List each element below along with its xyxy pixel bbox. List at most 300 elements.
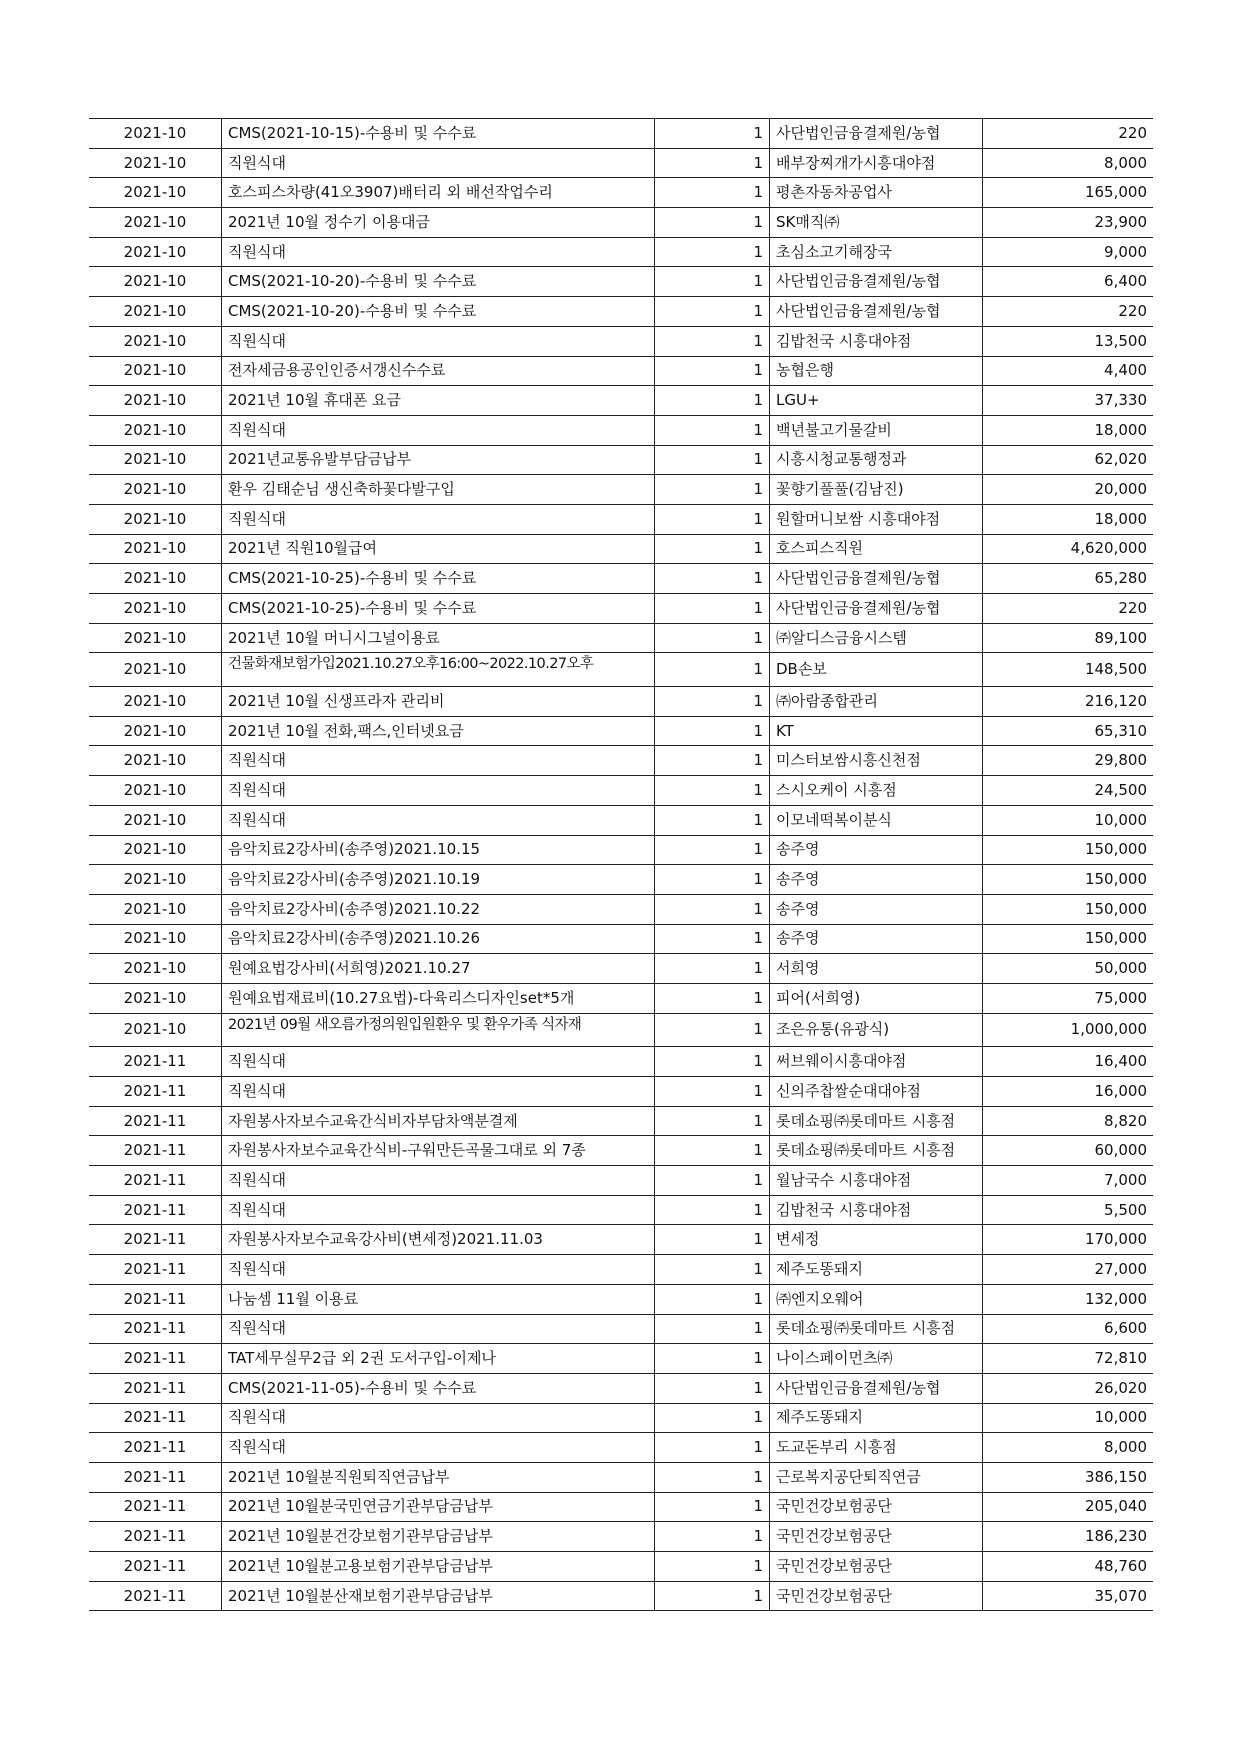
row-vendor: 변세정 <box>770 1225 983 1255</box>
row-quantity: 1 <box>655 1581 770 1611</box>
row-date: 2021-10 <box>89 746 222 776</box>
row-vendor: 원할머니보쌈 시흥대야점 <box>770 504 983 534</box>
table-row <box>89 1047 1153 1077</box>
row-description: 건물화재보험가입2021.10.27오후16:00~2022.10.27오후 <box>222 653 655 687</box>
row-amount: 29,800 <box>983 746 1154 776</box>
table-row <box>89 475 1153 505</box>
row-date: 2021-10 <box>89 1013 222 1047</box>
row-quantity: 1 <box>655 208 770 238</box>
row-description: 2021년 10월 머니시그널이용료 <box>222 623 655 653</box>
table-row <box>89 865 1153 895</box>
row-quantity: 1 <box>655 1136 770 1166</box>
row-description: 직원식대 <box>222 776 655 806</box>
row-vendor: 백년불고기물갈비 <box>770 415 983 445</box>
row-quantity: 1 <box>655 178 770 208</box>
row-description: 음악치료2강사비(송주영)2021.10.22 <box>222 894 655 924</box>
row-vendor: 서희영 <box>770 954 983 984</box>
row-vendor: 김밥천국 시흥대야점 <box>770 326 983 356</box>
row-quantity: 1 <box>655 1373 770 1403</box>
row-date: 2021-11 <box>89 1136 222 1166</box>
row-vendor: DB손보 <box>770 653 983 687</box>
row-description: 직원식대 <box>222 504 655 534</box>
row-amount: 65,280 <box>983 564 1154 594</box>
row-quantity: 1 <box>655 297 770 327</box>
row-amount: 148,500 <box>983 653 1154 687</box>
row-amount: 170,000 <box>983 1225 1154 1255</box>
row-date: 2021-10 <box>89 386 222 416</box>
row-amount: 4,620,000 <box>983 534 1154 564</box>
row-description: 직원식대 <box>222 805 655 835</box>
table-row <box>89 1284 1153 1314</box>
row-date: 2021-10 <box>89 623 222 653</box>
row-description: CMS(2021-10-25)-수용비 및 수수료 <box>222 564 655 594</box>
table-row <box>89 653 1153 687</box>
row-date: 2021-11 <box>89 1373 222 1403</box>
table-row <box>89 594 1153 624</box>
row-description: CMS(2021-10-15)-수용비 및 수수료 <box>222 119 655 149</box>
table-row <box>89 1314 1153 1344</box>
row-description: TAT세무실무2급 외 2권 도서구입-이제나 <box>222 1344 655 1374</box>
row-vendor: 호스피스직원 <box>770 534 983 564</box>
row-quantity: 1 <box>655 1166 770 1196</box>
row-quantity: 1 <box>655 954 770 984</box>
table-row <box>89 178 1153 208</box>
row-amount: 6,600 <box>983 1314 1154 1344</box>
table-row <box>89 208 1153 238</box>
row-description: 직원식대 <box>222 1255 655 1285</box>
row-vendor: 사단법인금융결제원/농협 <box>770 297 983 327</box>
row-vendor: 제주도똥돼지 <box>770 1403 983 1433</box>
row-description: 직원식대 <box>222 1047 655 1077</box>
ledger-body <box>89 119 1153 1611</box>
row-date: 2021-10 <box>89 924 222 954</box>
row-quantity: 1 <box>655 326 770 356</box>
row-amount: 1,000,000 <box>983 1013 1154 1047</box>
table-row <box>89 148 1153 178</box>
row-amount: 27,000 <box>983 1255 1154 1285</box>
row-vendor: 송주영 <box>770 924 983 954</box>
row-vendor: 배부장찌개가시흥대야점 <box>770 148 983 178</box>
table-row <box>89 1013 1153 1047</box>
table-row <box>89 1403 1153 1433</box>
row-date: 2021-11 <box>89 1344 222 1374</box>
row-date: 2021-10 <box>89 865 222 895</box>
row-amount: 8,000 <box>983 1433 1154 1463</box>
row-description: 환우 김태순님 생신축하꽃다발구입 <box>222 475 655 505</box>
row-vendor: 사단법인금융결제원/농협 <box>770 594 983 624</box>
table-row <box>89 716 1153 746</box>
row-quantity: 1 <box>655 1552 770 1582</box>
row-description: 직원식대 <box>222 1314 655 1344</box>
row-vendor: 송주영 <box>770 835 983 865</box>
row-quantity: 1 <box>655 1047 770 1077</box>
row-quantity: 1 <box>655 504 770 534</box>
row-quantity: 1 <box>655 386 770 416</box>
row-amount: 220 <box>983 119 1154 149</box>
row-vendor: ㈜엔지오웨어 <box>770 1284 983 1314</box>
row-amount: 72,810 <box>983 1344 1154 1374</box>
table-row <box>89 1195 1153 1225</box>
row-amount: 18,000 <box>983 415 1154 445</box>
table-row <box>89 1462 1153 1492</box>
row-date: 2021-10 <box>89 983 222 1013</box>
table-row <box>89 564 1153 594</box>
row-quantity: 1 <box>655 534 770 564</box>
row-vendor: 신의주찹쌀순대대야점 <box>770 1077 983 1107</box>
row-description: 직원식대 <box>222 1403 655 1433</box>
row-quantity: 1 <box>655 1522 770 1552</box>
row-description: CMS(2021-10-20)-수용비 및 수수료 <box>222 297 655 327</box>
row-date: 2021-10 <box>89 687 222 717</box>
row-quantity: 1 <box>655 805 770 835</box>
row-quantity: 1 <box>655 746 770 776</box>
row-quantity: 1 <box>655 119 770 149</box>
row-description: 2021년 10월 휴대폰 요금 <box>222 386 655 416</box>
row-description: 2021년 10월분고용보험기관부담금납부 <box>222 1552 655 1582</box>
row-quantity: 1 <box>655 445 770 475</box>
row-amount: 65,310 <box>983 716 1154 746</box>
row-amount: 10,000 <box>983 805 1154 835</box>
row-vendor: 꽃향기풀풀(김남진) <box>770 475 983 505</box>
row-vendor: 제주도똥돼지 <box>770 1255 983 1285</box>
row-description: 2021년 10월분산재보험기관부담금납부 <box>222 1581 655 1611</box>
row-description: 2021년 10월분직원퇴직연금납부 <box>222 1462 655 1492</box>
row-vendor: 농협은행 <box>770 356 983 386</box>
row-description: 2021년 10월 신생프라자 관리비 <box>222 687 655 717</box>
row-quantity: 1 <box>655 687 770 717</box>
row-vendor: 국민건강보험공단 <box>770 1581 983 1611</box>
row-amount: 8,820 <box>983 1106 1154 1136</box>
row-description: 자원봉사자보수교육간식비자부담차액분결제 <box>222 1106 655 1136</box>
row-description: 2021년 10월 정수기 이용대금 <box>222 208 655 238</box>
row-amount: 62,020 <box>983 445 1154 475</box>
row-quantity: 1 <box>655 1013 770 1047</box>
row-quantity: 1 <box>655 415 770 445</box>
row-amount: 48,760 <box>983 1552 1154 1582</box>
table-row <box>89 504 1153 534</box>
table-row <box>89 1225 1153 1255</box>
row-date: 2021-10 <box>89 534 222 564</box>
table-row <box>89 267 1153 297</box>
table-row <box>89 924 1153 954</box>
row-vendor: ㈜알디스금융시스템 <box>770 623 983 653</box>
row-date: 2021-10 <box>89 504 222 534</box>
row-description: 음악치료2강사비(송주영)2021.10.19 <box>222 865 655 895</box>
row-quantity: 1 <box>655 1344 770 1374</box>
row-date: 2021-11 <box>89 1166 222 1196</box>
row-description: 직원식대 <box>222 1077 655 1107</box>
row-vendor: 근로복지공단퇴직연금 <box>770 1462 983 1492</box>
row-quantity: 1 <box>655 564 770 594</box>
row-date: 2021-10 <box>89 475 222 505</box>
row-amount: 386,150 <box>983 1462 1154 1492</box>
row-description: 직원식대 <box>222 415 655 445</box>
table-row <box>89 1552 1153 1582</box>
row-amount: 60,000 <box>983 1136 1154 1166</box>
row-date: 2021-10 <box>89 148 222 178</box>
row-date: 2021-11 <box>89 1552 222 1582</box>
row-date: 2021-11 <box>89 1255 222 1285</box>
table-row <box>89 1373 1153 1403</box>
table-row <box>89 687 1153 717</box>
row-quantity: 1 <box>655 894 770 924</box>
table-row <box>89 534 1153 564</box>
row-quantity: 1 <box>655 356 770 386</box>
table-row <box>89 1581 1153 1611</box>
row-date: 2021-11 <box>89 1195 222 1225</box>
row-date: 2021-10 <box>89 805 222 835</box>
row-date: 2021-11 <box>89 1581 222 1611</box>
row-date: 2021-10 <box>89 954 222 984</box>
row-description: 직원식대 <box>222 1195 655 1225</box>
row-amount: 50,000 <box>983 954 1154 984</box>
table-row <box>89 835 1153 865</box>
row-description: 2021년 09월 새오름가정의원입원환우 및 환우가족 식자재 <box>222 1013 655 1047</box>
row-date: 2021-11 <box>89 1492 222 1522</box>
row-vendor: 월남국수 시흥대야점 <box>770 1166 983 1196</box>
row-amount: 13,500 <box>983 326 1154 356</box>
row-vendor: ㈜아람종합관리 <box>770 687 983 717</box>
row-vendor: SK매직㈜ <box>770 208 983 238</box>
row-amount: 150,000 <box>983 835 1154 865</box>
table-row <box>89 1106 1153 1136</box>
row-date: 2021-10 <box>89 119 222 149</box>
table-row <box>89 1136 1153 1166</box>
row-description: 직원식대 <box>222 326 655 356</box>
row-vendor: LGU+ <box>770 386 983 416</box>
table-row <box>89 954 1153 984</box>
row-date: 2021-10 <box>89 208 222 238</box>
row-vendor: 평촌자동차공업사 <box>770 178 983 208</box>
row-vendor: 미스터보쌈시흥신천점 <box>770 746 983 776</box>
row-amount: 132,000 <box>983 1284 1154 1314</box>
row-date: 2021-10 <box>89 356 222 386</box>
row-description: 음악치료2강사비(송주영)2021.10.26 <box>222 924 655 954</box>
row-amount: 5,500 <box>983 1195 1154 1225</box>
row-quantity: 1 <box>655 1106 770 1136</box>
row-description: 원예요법강사비(서희영)2021.10.27 <box>222 954 655 984</box>
row-vendor: 이모네떡복이분식 <box>770 805 983 835</box>
row-amount: 10,000 <box>983 1403 1154 1433</box>
row-vendor: 나이스페이먼츠㈜ <box>770 1344 983 1374</box>
row-amount: 75,000 <box>983 983 1154 1013</box>
row-quantity: 1 <box>655 776 770 806</box>
row-amount: 16,400 <box>983 1047 1154 1077</box>
row-vendor: 사단법인금융결제원/농협 <box>770 564 983 594</box>
row-amount: 16,000 <box>983 1077 1154 1107</box>
row-amount: 8,000 <box>983 148 1154 178</box>
table-row <box>89 805 1153 835</box>
row-amount: 18,000 <box>983 504 1154 534</box>
row-date: 2021-10 <box>89 564 222 594</box>
row-quantity: 1 <box>655 623 770 653</box>
row-amount: 37,330 <box>983 386 1154 416</box>
row-description: 직원식대 <box>222 1433 655 1463</box>
row-quantity: 1 <box>655 475 770 505</box>
row-description: 2021년 직원10월급여 <box>222 534 655 564</box>
table-row <box>89 119 1153 149</box>
row-vendor: 초심소고기해장국 <box>770 237 983 267</box>
row-amount: 20,000 <box>983 475 1154 505</box>
row-quantity: 1 <box>655 267 770 297</box>
row-quantity: 1 <box>655 1255 770 1285</box>
row-quantity: 1 <box>655 924 770 954</box>
row-quantity: 1 <box>655 1225 770 1255</box>
row-date: 2021-10 <box>89 835 222 865</box>
row-description: 2021년 10월분국민연금기관부담금납부 <box>222 1492 655 1522</box>
row-amount: 35,070 <box>983 1581 1154 1611</box>
row-date: 2021-10 <box>89 653 222 687</box>
row-vendor: 사단법인금융결제원/농협 <box>770 267 983 297</box>
row-date: 2021-10 <box>89 415 222 445</box>
row-description: 자원봉사자보수교육간식비-구워만든곡물그대로 외 7종 <box>222 1136 655 1166</box>
row-quantity: 1 <box>655 835 770 865</box>
row-date: 2021-11 <box>89 1462 222 1492</box>
row-description: CMS(2021-10-20)-수용비 및 수수료 <box>222 267 655 297</box>
row-description: 전자세금용공인인증서갱신수수료 <box>222 356 655 386</box>
row-date: 2021-10 <box>89 326 222 356</box>
row-amount: 150,000 <box>983 924 1154 954</box>
row-date: 2021-11 <box>89 1047 222 1077</box>
row-description: 2021년교통유발부담금납부 <box>222 445 655 475</box>
row-quantity: 1 <box>655 148 770 178</box>
table-row <box>89 237 1153 267</box>
row-date: 2021-11 <box>89 1225 222 1255</box>
row-date: 2021-11 <box>89 1522 222 1552</box>
row-date: 2021-10 <box>89 594 222 624</box>
row-description: 2021년 10월분건강보험기관부담금납부 <box>222 1522 655 1552</box>
row-quantity: 1 <box>655 1433 770 1463</box>
row-date: 2021-11 <box>89 1077 222 1107</box>
row-amount: 4,400 <box>983 356 1154 386</box>
row-vendor: 도교돈부리 시흥점 <box>770 1433 983 1463</box>
row-date: 2021-10 <box>89 267 222 297</box>
table-row <box>89 415 1153 445</box>
row-date: 2021-10 <box>89 776 222 806</box>
row-date: 2021-11 <box>89 1433 222 1463</box>
row-quantity: 1 <box>655 653 770 687</box>
table-row <box>89 1522 1153 1552</box>
table-row <box>89 386 1153 416</box>
row-vendor: 롯데쇼핑㈜롯데마트 시흥점 <box>770 1136 983 1166</box>
row-date: 2021-10 <box>89 445 222 475</box>
row-description: 자원봉사자보수교육강사비(변세정)2021.11.03 <box>222 1225 655 1255</box>
row-date: 2021-10 <box>89 237 222 267</box>
row-quantity: 1 <box>655 594 770 624</box>
row-description: 직원식대 <box>222 148 655 178</box>
table-row <box>89 1492 1153 1522</box>
table-row <box>89 746 1153 776</box>
row-quantity: 1 <box>655 1195 770 1225</box>
row-date: 2021-11 <box>89 1284 222 1314</box>
row-quantity: 1 <box>655 1284 770 1314</box>
row-amount: 26,020 <box>983 1373 1154 1403</box>
row-description: CMS(2021-10-25)-수용비 및 수수료 <box>222 594 655 624</box>
row-amount: 7,000 <box>983 1166 1154 1196</box>
row-amount: 165,000 <box>983 178 1154 208</box>
row-amount: 216,120 <box>983 687 1154 717</box>
row-date: 2021-10 <box>89 178 222 208</box>
table-row <box>89 356 1153 386</box>
table-row <box>89 776 1153 806</box>
row-quantity: 1 <box>655 983 770 1013</box>
row-date: 2021-11 <box>89 1314 222 1344</box>
row-description: 직원식대 <box>222 1166 655 1196</box>
table-row <box>89 983 1153 1013</box>
row-vendor: 피어(서희영) <box>770 983 983 1013</box>
table-row <box>89 445 1153 475</box>
row-quantity: 1 <box>655 716 770 746</box>
table-row <box>89 1344 1153 1374</box>
row-vendor: 스시오케이 시흥점 <box>770 776 983 806</box>
row-amount: 220 <box>983 594 1154 624</box>
row-date: 2021-11 <box>89 1106 222 1136</box>
row-vendor: 국민건강보험공단 <box>770 1552 983 1582</box>
row-vendor: 조은유통(유광식) <box>770 1013 983 1047</box>
row-amount: 220 <box>983 297 1154 327</box>
row-amount: 89,100 <box>983 623 1154 653</box>
table-row <box>89 1255 1153 1285</box>
table-row <box>89 1433 1153 1463</box>
row-date: 2021-11 <box>89 1403 222 1433</box>
row-quantity: 1 <box>655 1077 770 1107</box>
row-vendor: 사단법인금융결제원/농협 <box>770 1373 983 1403</box>
row-amount: 150,000 <box>983 865 1154 895</box>
row-description: 음악치료2강사비(송주영)2021.10.15 <box>222 835 655 865</box>
row-amount: 186,230 <box>983 1522 1154 1552</box>
row-vendor: 롯데쇼핑㈜롯데마트 시흥점 <box>770 1106 983 1136</box>
row-date: 2021-10 <box>89 297 222 327</box>
row-description: CMS(2021-11-05)-수용비 및 수수료 <box>222 1373 655 1403</box>
row-quantity: 1 <box>655 237 770 267</box>
row-amount: 6,400 <box>983 267 1154 297</box>
row-amount: 205,040 <box>983 1492 1154 1522</box>
row-vendor: 써브웨이시흥대야점 <box>770 1047 983 1077</box>
row-quantity: 1 <box>655 1314 770 1344</box>
table-row <box>89 326 1153 356</box>
row-amount: 24,500 <box>983 776 1154 806</box>
row-quantity: 1 <box>655 1492 770 1522</box>
row-amount: 23,900 <box>983 208 1154 238</box>
row-vendor: 송주영 <box>770 894 983 924</box>
row-vendor: 국민건강보험공단 <box>770 1492 983 1522</box>
row-quantity: 1 <box>655 1403 770 1433</box>
row-description: 원예요법재료비(10.27요법)-다육리스디자인set*5개 <box>222 983 655 1013</box>
row-vendor: 사단법인금융결제원/농협 <box>770 119 983 149</box>
row-description: 나눔셈 11월 이용료 <box>222 1284 655 1314</box>
expense-ledger-table <box>89 118 1153 1611</box>
row-date: 2021-10 <box>89 894 222 924</box>
table-row <box>89 894 1153 924</box>
row-date: 2021-10 <box>89 716 222 746</box>
row-vendor: 롯데쇼핑㈜롯데마트 시흥점 <box>770 1314 983 1344</box>
row-amount: 150,000 <box>983 894 1154 924</box>
table-row <box>89 623 1153 653</box>
row-amount: 9,000 <box>983 237 1154 267</box>
row-quantity: 1 <box>655 865 770 895</box>
table-row <box>89 1166 1153 1196</box>
row-description: 직원식대 <box>222 237 655 267</box>
row-vendor: 시흥시청교통행정과 <box>770 445 983 475</box>
row-vendor: KT <box>770 716 983 746</box>
row-description: 2021년 10월 전화,팩스,인터넷요금 <box>222 716 655 746</box>
row-vendor: 국민건강보험공단 <box>770 1522 983 1552</box>
table-row <box>89 1077 1153 1107</box>
row-vendor: 김밥천국 시흥대야점 <box>770 1195 983 1225</box>
row-description: 호스피스차량(41오3907)배터리 외 배선작업수리 <box>222 178 655 208</box>
row-vendor: 송주영 <box>770 865 983 895</box>
table-row <box>89 297 1153 327</box>
